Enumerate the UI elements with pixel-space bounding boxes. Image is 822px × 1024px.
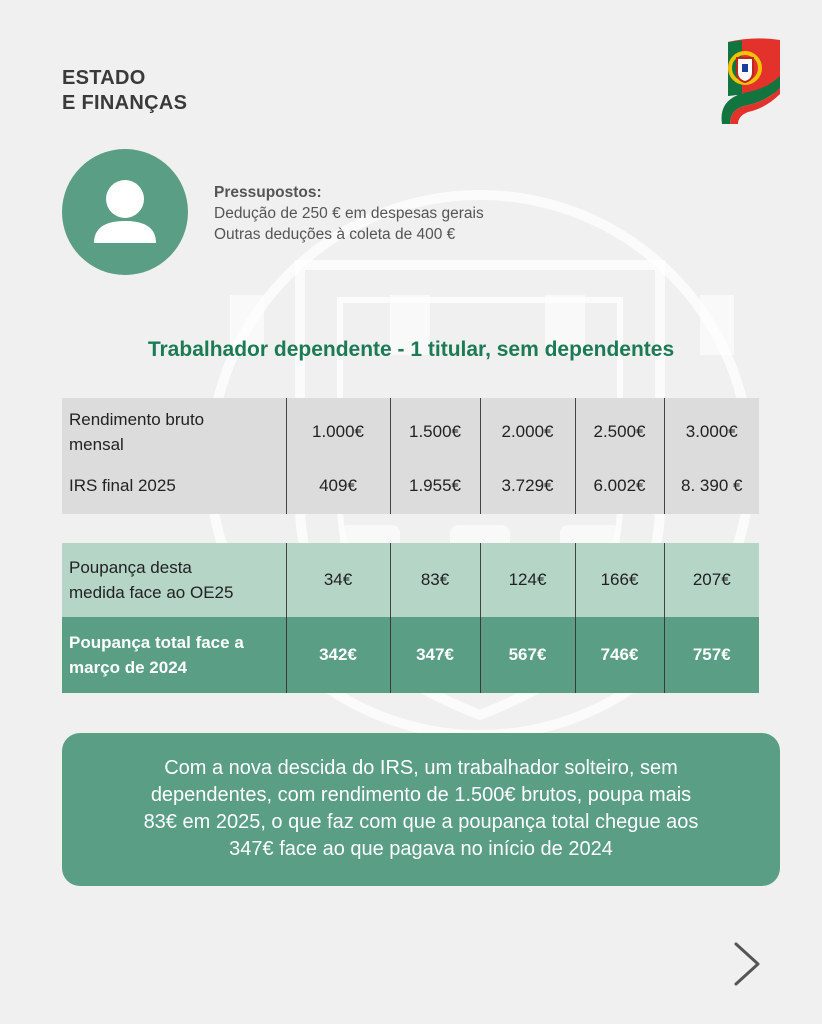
table-cell: 8. 390 € bbox=[664, 462, 759, 514]
table-cell: 342€ bbox=[286, 617, 390, 693]
row-label-line-2: medida face ao OE25 bbox=[69, 583, 234, 602]
person-icon bbox=[62, 149, 188, 275]
table-cell: 1.000€ bbox=[286, 398, 390, 462]
section-title: Trabalhador dependente - 1 titular, sem dependentes bbox=[147, 338, 675, 361]
portugal-flag-logo-icon bbox=[718, 36, 782, 124]
table-cell: 124€ bbox=[480, 543, 575, 617]
brand-wordmark bbox=[62, 66, 187, 116]
summary-callout bbox=[62, 733, 780, 886]
callout-line-4: 347€ face ao que pagava no início de 2024 bbox=[229, 838, 613, 860]
table-cell: 757€ bbox=[664, 617, 759, 693]
table-row-irs-final bbox=[62, 462, 759, 514]
row-label bbox=[62, 543, 286, 617]
callout-line-3: 83€ em 2025, o que faz com que a poupança total chegue aos bbox=[143, 811, 699, 833]
table-cell: 2.000€ bbox=[480, 398, 575, 462]
table-cell: 166€ bbox=[575, 543, 664, 617]
table-cell: 207€ bbox=[664, 543, 759, 617]
table-cell: 746€ bbox=[575, 617, 664, 693]
row-label-line-1: Poupança total face a bbox=[69, 633, 244, 652]
table-cell: 34€ bbox=[286, 543, 390, 617]
row-label-line-2: março de 2024 bbox=[69, 658, 188, 677]
table-row-total-savings bbox=[62, 617, 759, 693]
assumption-other-deductions: Outras deduções à coleta de 400 € bbox=[214, 226, 456, 243]
table-cell: 83€ bbox=[390, 543, 480, 617]
chevron-right-icon[interactable] bbox=[730, 940, 764, 988]
assumption-general-expenses: Dedução de 250 € em despesas gerais bbox=[214, 205, 484, 222]
table-cell: 3.000€ bbox=[664, 398, 759, 462]
table-row-measure-savings bbox=[62, 543, 759, 617]
row-label-line-1: Rendimento bruto bbox=[69, 410, 205, 429]
person-avatar bbox=[62, 149, 188, 275]
table-cell: 2.500€ bbox=[575, 398, 664, 462]
row-label-line-1: Poupança desta bbox=[69, 558, 192, 577]
brand-line-1: ESTADO bbox=[62, 67, 146, 89]
row-label-line-2: mensal bbox=[69, 435, 124, 454]
table-cell: 1.955€ bbox=[390, 462, 480, 514]
row-label: IRS final 2025 bbox=[69, 476, 176, 495]
callout-line-1: Com a nova descida do IRS, um trabalhador solteiro, sem bbox=[164, 757, 678, 779]
table-cell: 409€ bbox=[286, 462, 390, 514]
table-row-gross-income bbox=[62, 398, 759, 462]
row-label bbox=[62, 617, 286, 693]
table-cell: 1.500€ bbox=[390, 398, 480, 462]
row-label bbox=[62, 398, 286, 462]
savings-table bbox=[62, 543, 759, 693]
callout-line-2: dependentes, com rendimento de 1.500€ brutos, poupa mais bbox=[150, 784, 692, 806]
brand-line-2: E FINANÇAS bbox=[62, 92, 188, 114]
table-cell: 347€ bbox=[390, 617, 480, 693]
table-cell: 6.002€ bbox=[575, 462, 664, 514]
assumptions-block bbox=[214, 182, 484, 245]
table-cell: 567€ bbox=[480, 617, 575, 693]
table-cell: 3.729€ bbox=[480, 462, 575, 514]
assumptions-heading: Pressupostos: bbox=[214, 184, 322, 201]
income-irs-table bbox=[62, 398, 759, 514]
